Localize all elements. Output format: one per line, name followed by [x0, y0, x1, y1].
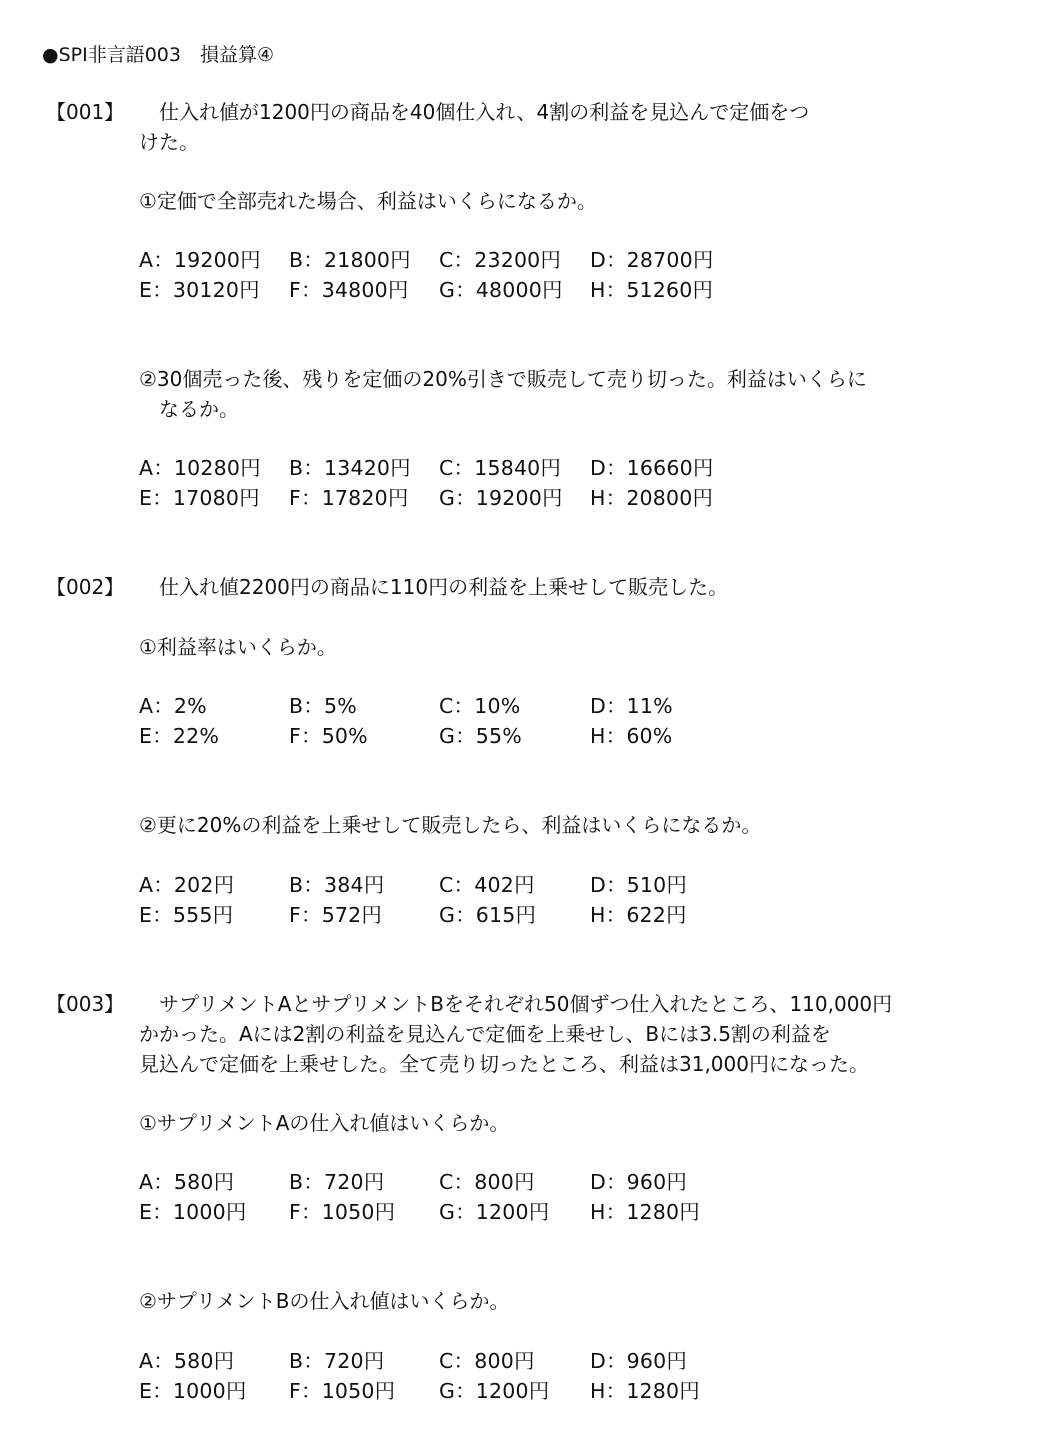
answer-option: E：30120円: [139, 278, 260, 302]
answer-option: B：720円: [289, 1349, 385, 1373]
answer-option: D：28700円: [590, 248, 714, 272]
answer-option: B：384円: [289, 873, 385, 897]
answer-option: E：17080円: [139, 486, 260, 510]
subquestion-prompt: ①サプリメントAの仕入れ値はいくらか。: [139, 1111, 510, 1135]
answer-option: F：17820円: [289, 486, 409, 510]
answer-option: H：60%: [590, 724, 673, 748]
answer-option: H：1280円: [590, 1379, 700, 1403]
question-number: 【003】: [46, 992, 125, 1016]
subquestion-prompt: ②30個売った後、残りを定価の20%引きで販売して売り切った。利益はいくらに: [139, 367, 867, 391]
answer-option: A：202円: [139, 873, 235, 897]
answer-option: H：20800円: [590, 486, 714, 510]
answer-option: H：1280円: [590, 1200, 700, 1224]
answer-option: E：1000円: [139, 1200, 247, 1224]
subquestion-prompt: ②サプリメントBの仕入れ値はいくらか。: [139, 1289, 510, 1313]
question-statement-line: サプリメントAとサプリメントBをそれぞれ50個ずつ仕入れたところ、110,000円: [139, 992, 893, 1016]
answer-option: D：11%: [590, 694, 673, 718]
answer-option: B：720円: [289, 1170, 385, 1194]
answer-option: C：10%: [439, 694, 521, 718]
answer-option: F：1050円: [289, 1379, 396, 1403]
question-statement-line: 仕入れ値2200円の商品に110円の利益を上乗せして販売した。: [139, 575, 729, 599]
answer-option: D：16660円: [590, 456, 714, 480]
question-statement-line: けた。: [139, 130, 199, 154]
answer-option: H：622円: [590, 903, 687, 927]
answer-option: B：5%: [289, 694, 357, 718]
answer-option: B：21800円: [289, 248, 411, 272]
answer-option: C：402円: [439, 873, 535, 897]
page-title: ●SPI非言語003 損益算④: [42, 44, 274, 66]
answer-option: G：615円: [439, 903, 537, 927]
question-statement-line: 仕入れ値が1200円の商品を40個仕入れ、4割の利益を見込んで定価をつ: [139, 100, 810, 124]
answer-option: G：1200円: [439, 1379, 550, 1403]
answer-option: F：572円: [289, 903, 383, 927]
answer-option: B：13420円: [289, 456, 411, 480]
question-number: 【001】: [46, 100, 125, 124]
answer-option: C：800円: [439, 1349, 535, 1373]
subquestion-prompt: ①定価で全部売れた場合、利益はいくらになるか。: [139, 189, 597, 213]
answer-option: F：34800円: [289, 278, 409, 302]
answer-option: A：19200円: [139, 248, 261, 272]
answer-option: E：555円: [139, 903, 234, 927]
answer-option: G：1200円: [439, 1200, 550, 1224]
answer-option: A：580円: [139, 1349, 235, 1373]
answer-option: G：55%: [439, 724, 522, 748]
question-statement-line: かかった。Aには2割の利益を見込んで定価を上乗せし、Bには3.5割の利益を: [139, 1022, 831, 1046]
answer-option: F：50%: [289, 724, 368, 748]
answer-option: D：960円: [590, 1349, 688, 1373]
answer-option: D：510円: [590, 873, 688, 897]
answer-option: F：1050円: [289, 1200, 396, 1224]
answer-option: C：23200円: [439, 248, 562, 272]
question-statement-line: 見込んで定価を上乗せした。全て売り切ったところ、利益は31,000円になった。: [139, 1052, 869, 1076]
answer-option: D：960円: [590, 1170, 688, 1194]
subquestion-prompt: ①利益率はいくらか。: [139, 635, 337, 659]
answer-option: C：15840円: [439, 456, 562, 480]
subquestion-prompt: なるか。: [139, 397, 239, 421]
answer-option: A：10280円: [139, 456, 261, 480]
answer-option: H：51260円: [590, 278, 714, 302]
question-number: 【002】: [46, 575, 125, 599]
answer-option: G：19200円: [439, 486, 563, 510]
subquestion-prompt: ②更に20%の利益を上乗せして販売したら、利益はいくらになるか。: [139, 813, 762, 837]
answer-option: A：2%: [139, 694, 207, 718]
answer-option: G：48000円: [439, 278, 563, 302]
answer-option: C：800円: [439, 1170, 535, 1194]
answer-option: A：580円: [139, 1170, 235, 1194]
answer-option: E：22%: [139, 724, 220, 748]
answer-option: E：1000円: [139, 1379, 247, 1403]
